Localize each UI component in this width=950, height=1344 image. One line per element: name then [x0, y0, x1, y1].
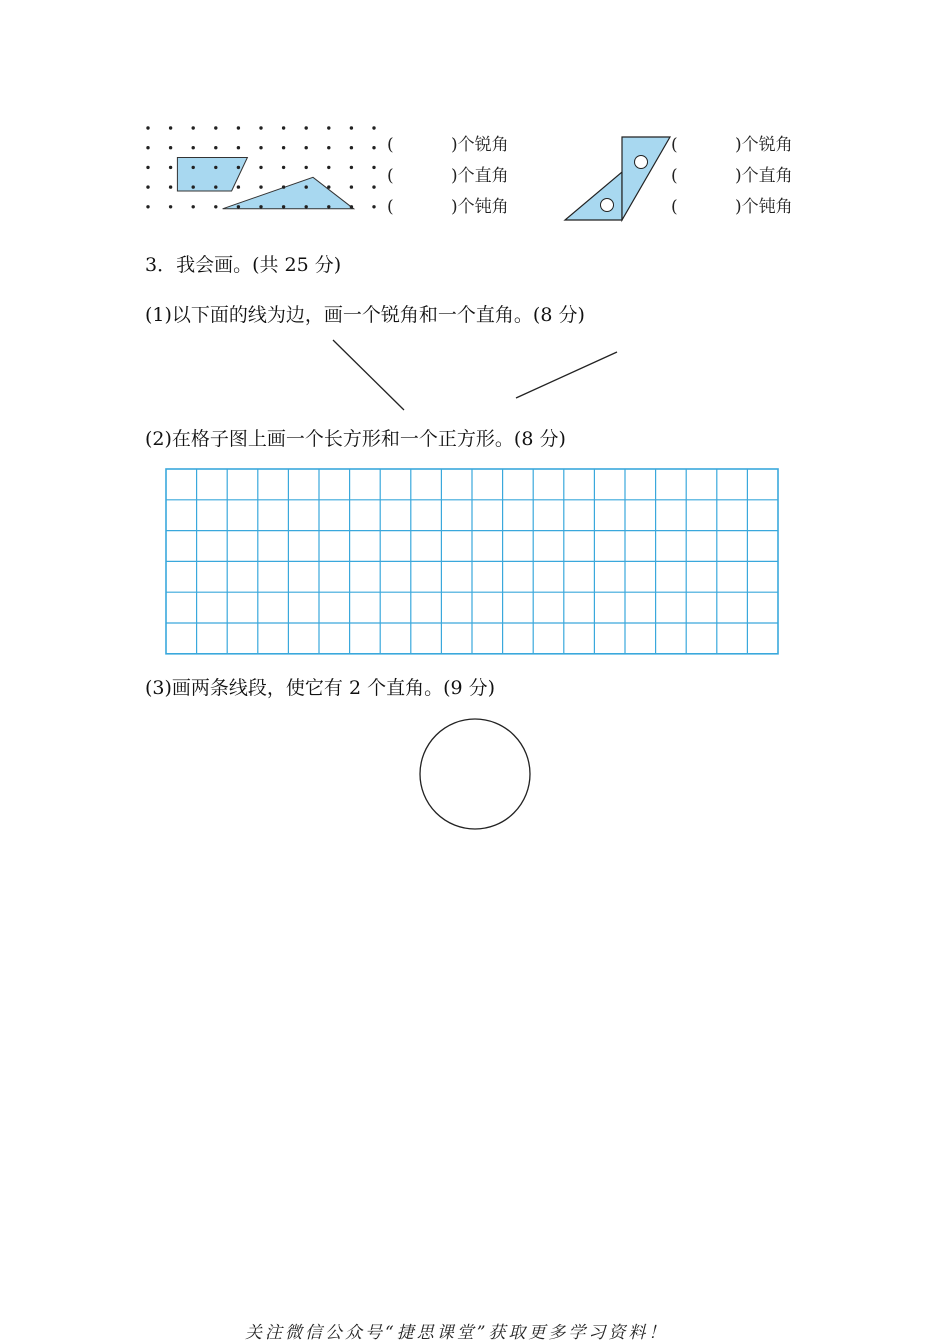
grid-dot — [146, 126, 149, 129]
grid-dot — [305, 166, 308, 169]
grid-dot — [237, 166, 240, 169]
grid-dot — [282, 205, 285, 208]
grid-dot — [350, 166, 353, 169]
given-line-segments[interactable] — [320, 335, 630, 420]
grid-dot — [259, 146, 262, 149]
grid-dot — [169, 166, 172, 169]
blank-obtuse-left[interactable]: ( )个钝角 — [387, 197, 509, 217]
ruler-hole-upper — [635, 156, 648, 169]
grid-dot — [282, 126, 285, 129]
grid-dot — [237, 205, 240, 208]
grid-dot — [169, 185, 172, 188]
section3-heading: 3．我会画。(共 25 分) — [145, 254, 342, 276]
grid-dot — [237, 146, 240, 149]
blank-acute-left[interactable]: ( )个锐角 — [387, 135, 509, 155]
circle-shape — [420, 719, 530, 829]
grid-dot — [305, 205, 308, 208]
triangle-rulers-figure — [560, 132, 675, 227]
grid-dot — [237, 126, 240, 129]
blank-right-left[interactable]: ( )个直角 — [387, 166, 509, 186]
grid-dot — [259, 166, 262, 169]
grid-dot — [259, 126, 262, 129]
grid-dot — [282, 185, 285, 188]
drawing-grid[interactable] — [160, 463, 790, 663]
grid-dot — [214, 185, 217, 188]
grid-dot — [327, 146, 330, 149]
grid-dot — [350, 126, 353, 129]
drawing-circle[interactable] — [415, 716, 535, 836]
grid-dot — [146, 205, 149, 208]
grid-dot — [146, 185, 149, 188]
footer-note: 关注微信公众号“捷思课堂”获取更多学习资料！ — [245, 1323, 669, 1343]
ruler-lower-triangle — [565, 172, 622, 220]
grid-dot — [305, 126, 308, 129]
left-answer-blanks — [387, 134, 509, 227]
grid-dot — [327, 166, 330, 169]
ruler-hole-lower — [601, 199, 614, 212]
line-segment-left — [333, 340, 404, 410]
grid-dot — [214, 146, 217, 149]
grid-dot — [169, 205, 172, 208]
blank-right-right[interactable]: ( )个直角 — [671, 166, 793, 186]
blank-obtuse-right[interactable]: ( )个钝角 — [671, 197, 793, 217]
grid-dot — [282, 166, 285, 169]
grid-dot — [372, 205, 375, 208]
grid-dot — [146, 146, 149, 149]
ruler-upper-triangle — [622, 137, 670, 220]
triangle-shape — [223, 177, 354, 209]
grid-dot — [169, 146, 172, 149]
right-answer-blanks — [671, 134, 793, 227]
grid-dot — [214, 166, 217, 169]
grid-dot — [214, 126, 217, 129]
question-3: (3)画两条线段，使它有 2 个直角。(9 分) — [145, 677, 496, 699]
grid-dot — [372, 126, 375, 129]
grid-dot — [372, 185, 375, 188]
grid-dot — [146, 166, 149, 169]
grid-dot — [192, 166, 195, 169]
grid-dot — [259, 185, 262, 188]
grid-dot — [372, 166, 375, 169]
grid-dot — [192, 185, 195, 188]
grid-dot — [327, 205, 330, 208]
question-1: (1)以下面的线为边，画一个锐角和一个直角。(8 分) — [145, 304, 585, 326]
grid-dot — [327, 126, 330, 129]
grid-dot — [192, 205, 195, 208]
grid-dot — [282, 146, 285, 149]
grid-dot — [305, 185, 308, 188]
grid-dot — [350, 146, 353, 149]
grid-dot — [214, 205, 217, 208]
question-2: (2)在格子图上画一个长方形和一个正方形。(8 分) — [145, 428, 566, 450]
blank-acute-right[interactable]: ( )个锐角 — [671, 135, 793, 155]
grid-dot — [305, 146, 308, 149]
dot-grid-figure — [140, 118, 390, 228]
grid-dot — [327, 185, 330, 188]
line-segment-right — [516, 352, 617, 398]
grid-dot — [192, 146, 195, 149]
grid-dot — [237, 185, 240, 188]
grid-dot — [259, 205, 262, 208]
grid-dot — [350, 205, 353, 208]
quadrilateral-shape — [177, 158, 247, 192]
grid-dot — [372, 146, 375, 149]
grid-dot — [192, 126, 195, 129]
grid-dot — [169, 126, 172, 129]
grid-dot — [350, 185, 353, 188]
